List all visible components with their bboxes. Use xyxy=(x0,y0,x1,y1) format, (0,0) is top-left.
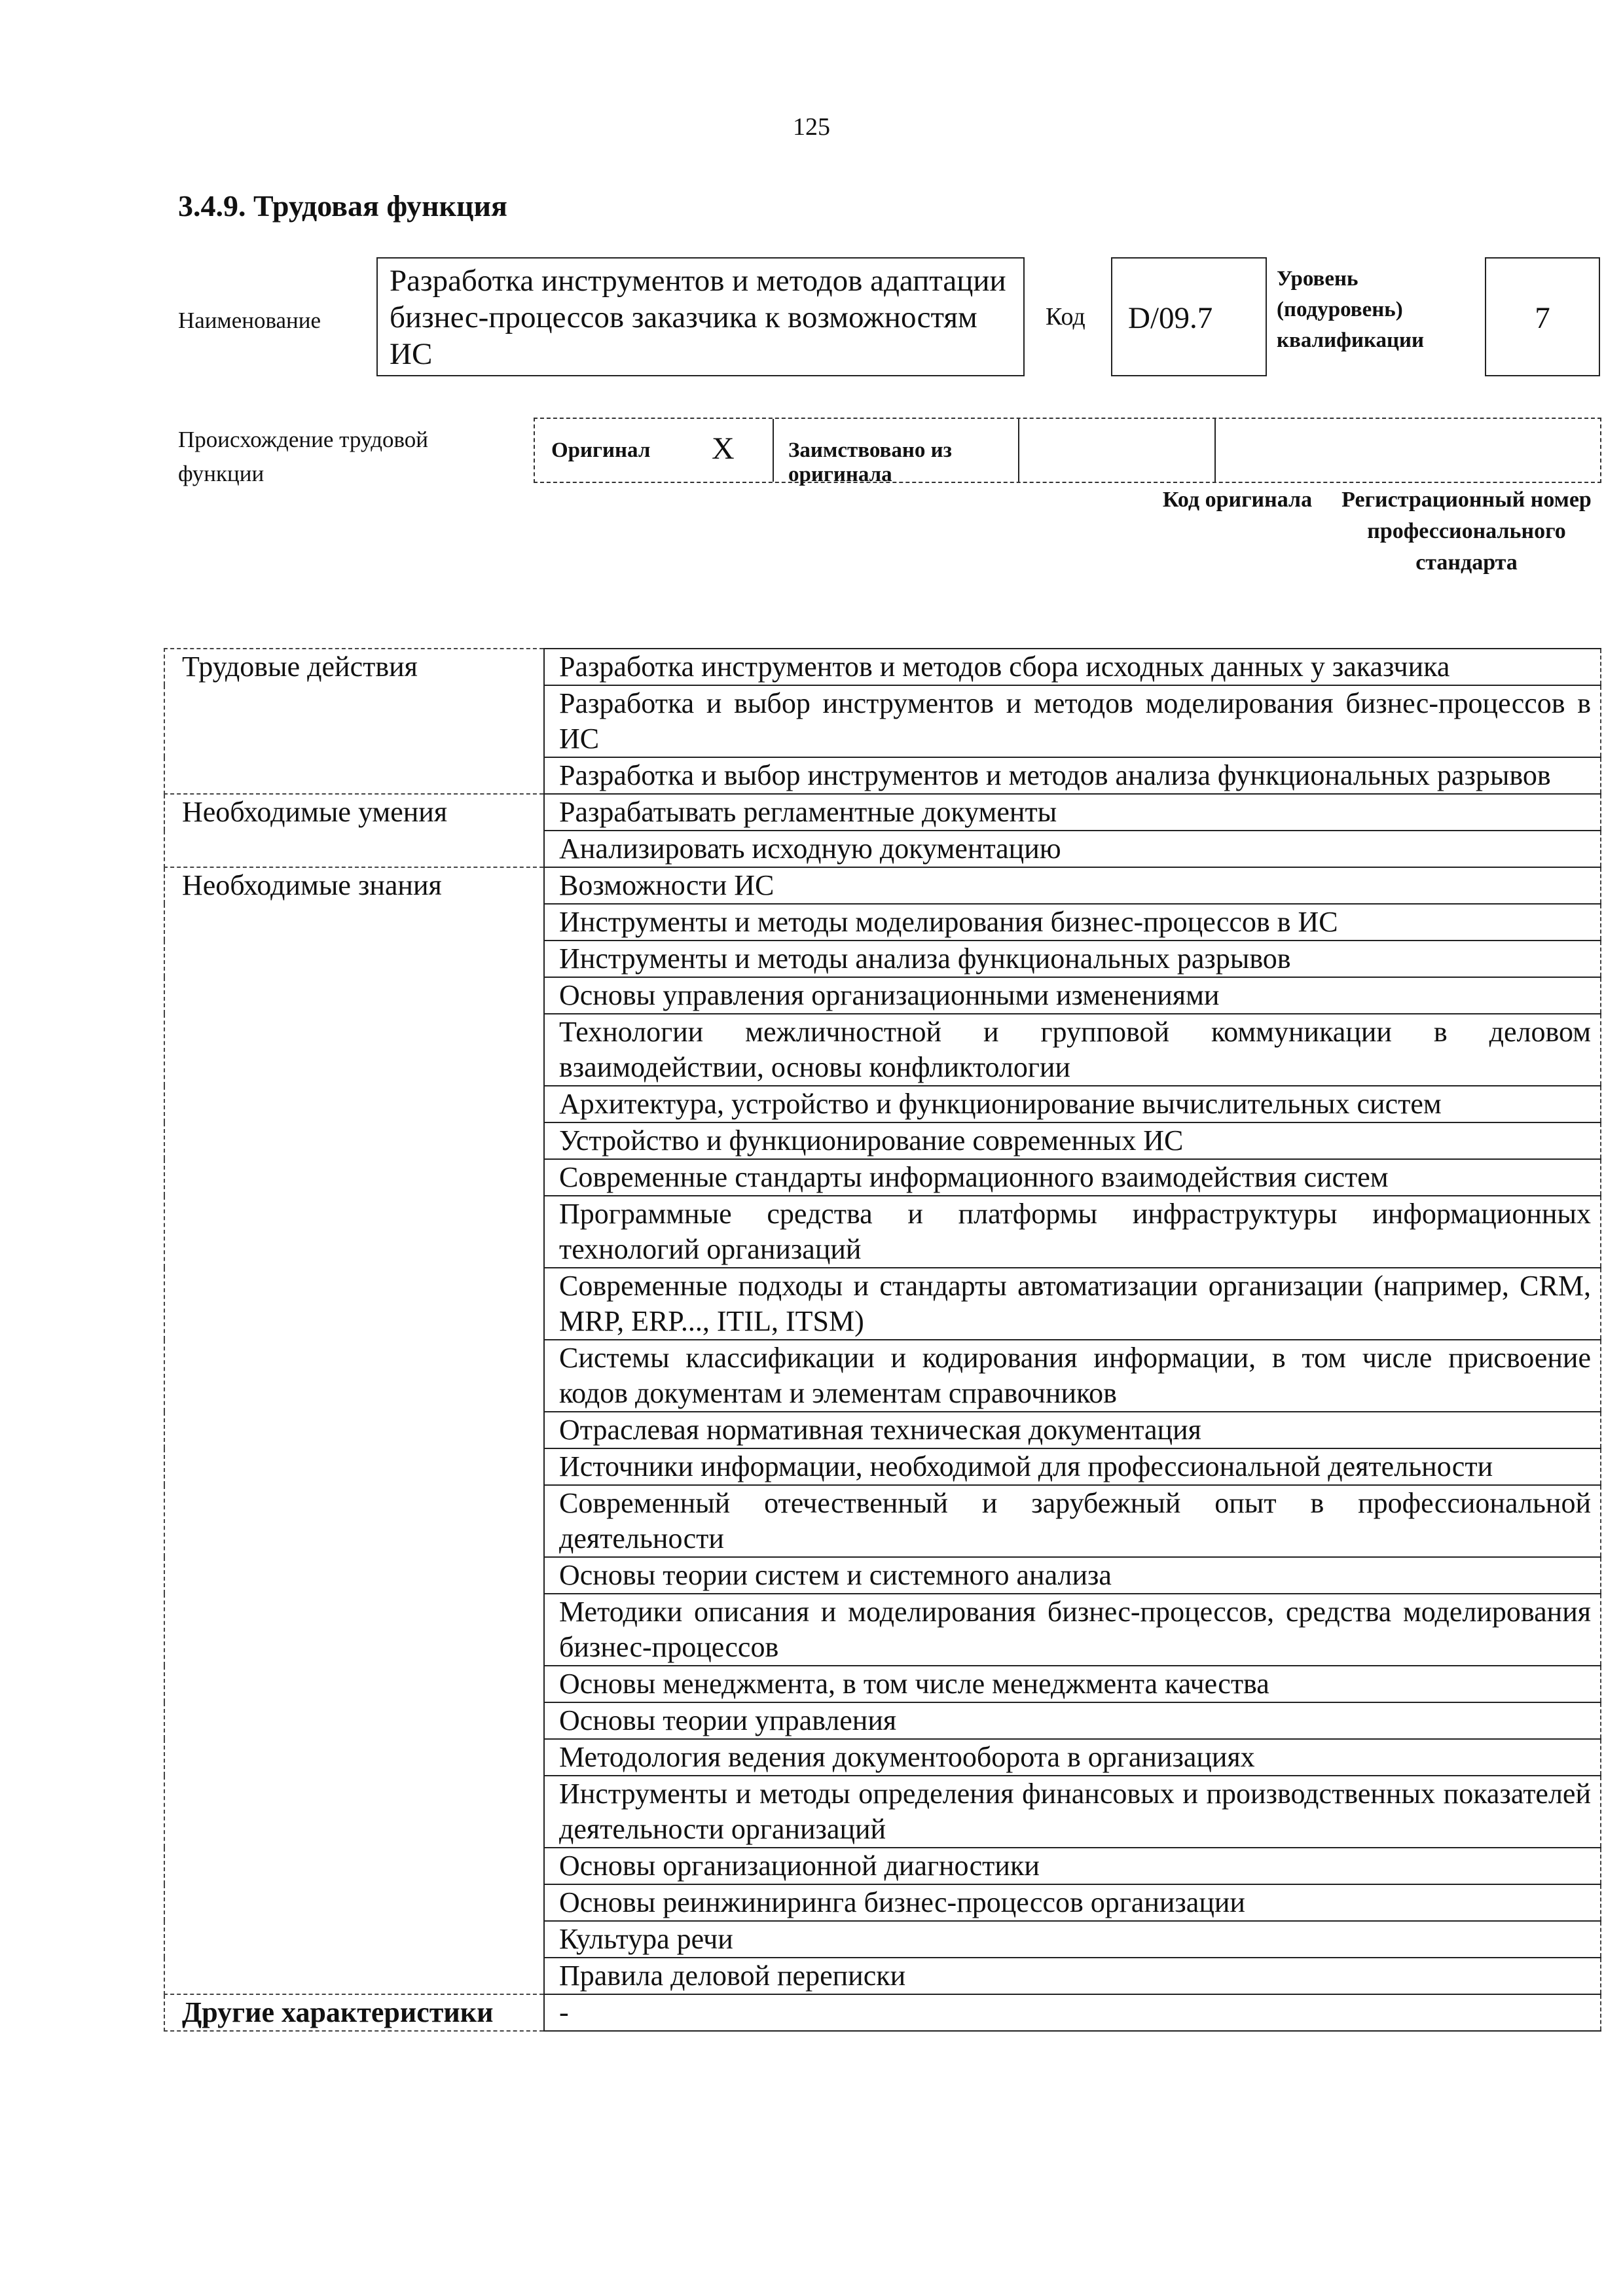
knowledge-item: Современные стандарты информационного взаимодействия систем xyxy=(544,1159,1601,1196)
page-number: 125 xyxy=(793,113,830,141)
other-characteristics-label: Другие характеристики xyxy=(164,1994,544,2031)
knowledge-item: Основы теории управления xyxy=(544,1702,1601,1739)
actions-label: Трудовые действия xyxy=(164,649,544,794)
skills-item: Анализировать исходную документацию xyxy=(544,831,1601,867)
table-row xyxy=(164,649,1601,685)
skills-label: Необходимые умения xyxy=(164,794,544,867)
function-name-box: Разработка инструментов и методов адаптации бизнес-процессов заказчика к возможностям ИС xyxy=(376,257,1025,376)
knowledge-item: Возможности ИС xyxy=(544,867,1601,904)
knowledge-item: Источники информации, необходимой для профессиональной деятельности xyxy=(544,1448,1601,1485)
registration-number-cell xyxy=(1216,419,1601,482)
knowledge-item: Инструменты и методы моделирования бизнес-процессов в ИС xyxy=(544,904,1601,941)
requirements-table xyxy=(164,648,1601,2032)
section-title: 3.4.9. Трудовая функция xyxy=(178,189,507,223)
knowledge-item: Правила деловой переписки xyxy=(544,1958,1601,1994)
original-cell xyxy=(535,419,774,482)
knowledge-item: Основы менеджмента, в том числе менеджмента качества xyxy=(544,1666,1601,1702)
origin-row xyxy=(534,418,1601,486)
caption-original-code: Код оригинала xyxy=(1162,488,1313,512)
level-label: Уровень (подуровень) квалификации xyxy=(1277,267,1425,352)
knowledge-item: Инструменты и методы анализа функциональных разрывов xyxy=(544,941,1601,977)
actions-item: Разработка и выбор инструментов и методов моделирования бизнес-процессов в ИС xyxy=(544,685,1601,757)
caption-registration-number: Регистрационный номер профессионального стандарта xyxy=(1341,488,1592,575)
origin-label: Происхождение трудовой функции xyxy=(178,427,429,486)
knowledge-item: Основы организационной диагностики xyxy=(544,1848,1601,1884)
table-row xyxy=(164,794,1601,831)
code-label: Код xyxy=(1046,303,1085,331)
knowledge-item: Отраслевая нормативная техническая документация xyxy=(544,1412,1601,1448)
knowledge-label: Необходимые знания xyxy=(164,867,544,1994)
actions-item: Разработка инструментов и методов сбора исходных данных у заказчика xyxy=(544,649,1601,685)
knowledge-item: Культура речи xyxy=(544,1921,1601,1958)
knowledge-item: Современные подходы и стандарты автоматизации организации (например, CRM, MRP, ERP..., ITIL, ITSM) xyxy=(544,1268,1601,1340)
knowledge-item: Инструменты и методы определения финансовых и производственных показателей деятельности организаций xyxy=(544,1776,1601,1848)
knowledge-item: Архитектура, устройство и функционирование вычислительных систем xyxy=(544,1086,1601,1122)
skills-item: Разрабатывать регламентные документы xyxy=(544,794,1601,831)
actions-item: Разработка и выбор инструментов и методов анализа функциональных разрывов xyxy=(544,757,1601,794)
borrowed-cell xyxy=(774,419,1019,486)
knowledge-item: Основы теории систем и системного анализа xyxy=(544,1557,1601,1594)
original-mark: X xyxy=(712,431,735,466)
borrowed-label: Заимствовано из оригинала xyxy=(788,439,952,486)
knowledge-item: Устройство и функционирование современных ИС xyxy=(544,1122,1601,1159)
other-characteristics-value: - xyxy=(544,1994,1601,2031)
original-label: Оригинал xyxy=(551,439,651,462)
level-box: 7 xyxy=(1485,257,1600,376)
knowledge-item: Основы управления организационными изменениями xyxy=(544,977,1601,1014)
knowledge-item: Методики описания и моделирования бизнес-процессов, средства моделирования бизнес-процессов xyxy=(544,1594,1601,1666)
table-row xyxy=(164,867,1601,904)
original-code-cell xyxy=(1019,419,1216,482)
knowledge-item: Методология ведения документооборота в организациях xyxy=(544,1739,1601,1776)
knowledge-item: Современный отечественный и зарубежный опыт в профессиональной деятельности xyxy=(544,1485,1601,1557)
table-row xyxy=(164,1994,1601,2031)
knowledge-item: Программные средства и платформы инфраструктуры информационных технологий организаций xyxy=(544,1196,1601,1268)
knowledge-item: Основы реинжиниринга бизнес-процессов организации xyxy=(544,1884,1601,1921)
knowledge-item: Технологии межличностной и групповой коммуникации в деловом взаимодействии, основы конфликтологии xyxy=(544,1014,1601,1086)
code-box: D/09.7 xyxy=(1111,257,1267,376)
knowledge-item: Системы классификации и кодирования информации, в том числе присвоение кодов документам и элементам справочников xyxy=(544,1340,1601,1412)
name-label: Наименование xyxy=(178,308,321,333)
